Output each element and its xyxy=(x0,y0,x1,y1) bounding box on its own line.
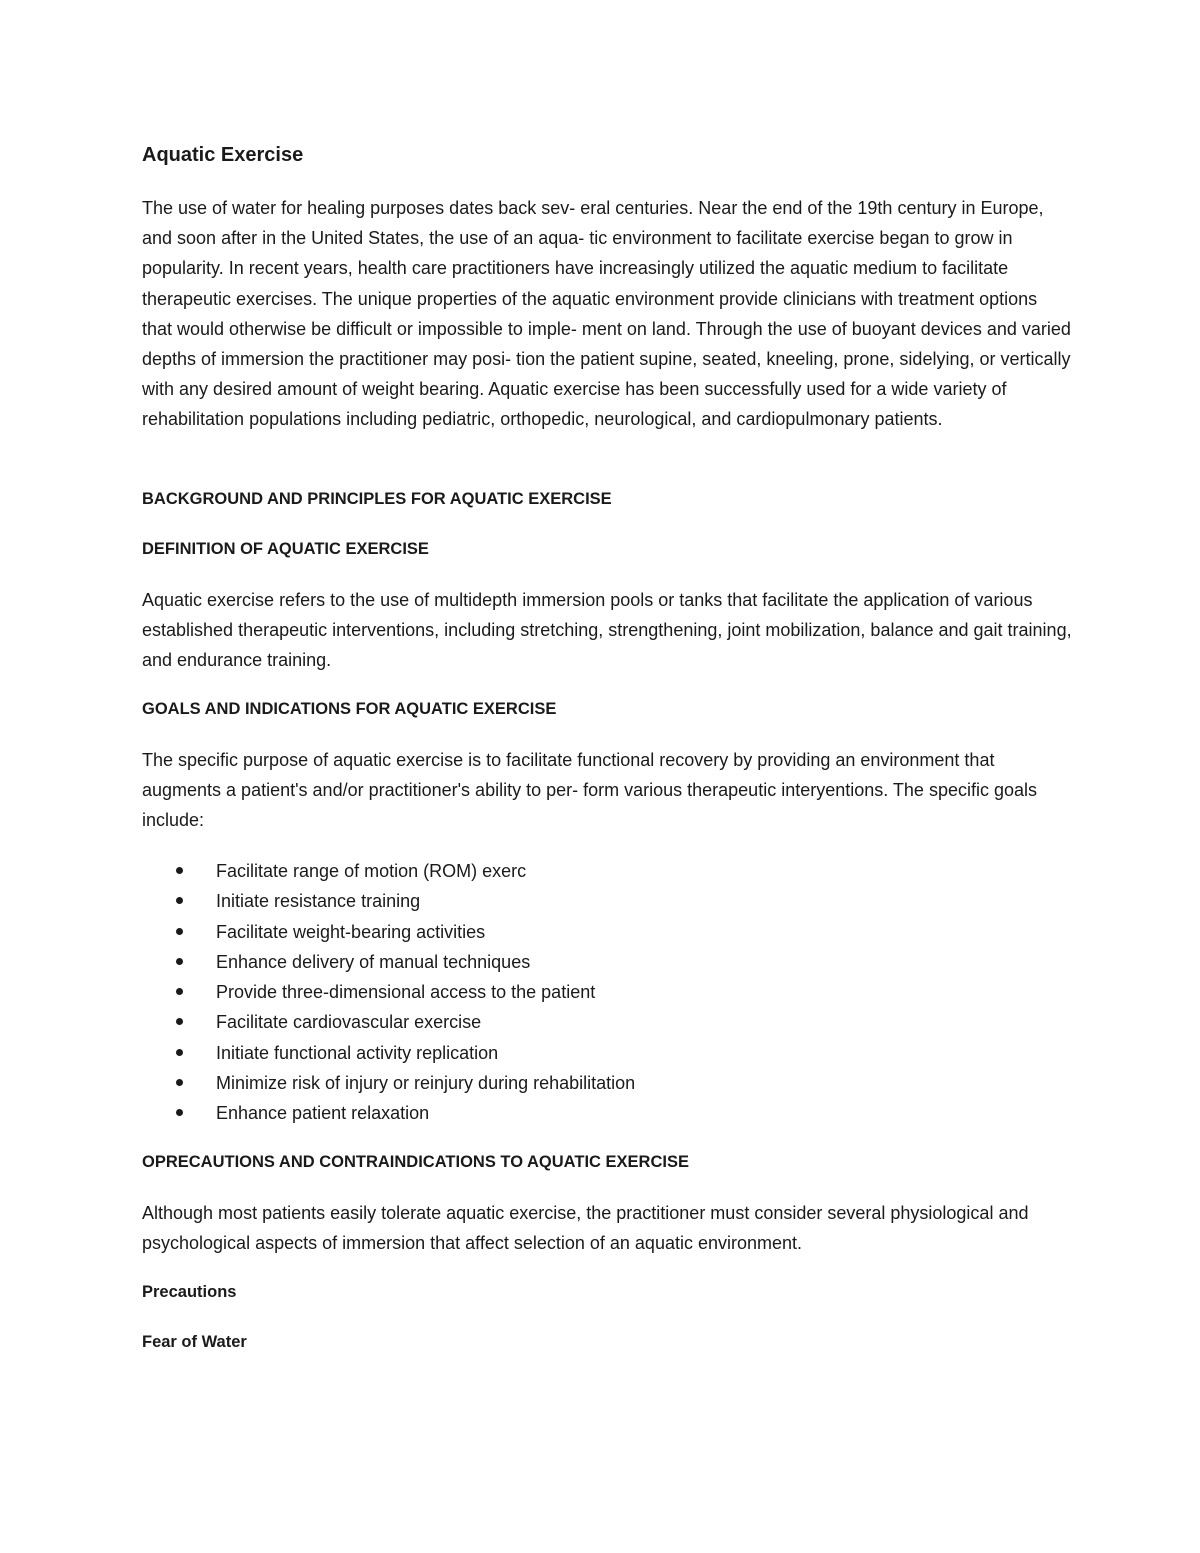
list-item-text: Initiate resistance training xyxy=(216,891,421,912)
list-item-text: Initiate functional activity replication xyxy=(216,1042,499,1063)
bullet-icon xyxy=(176,897,183,904)
subheading-precautions: Precautions xyxy=(142,1283,237,1301)
bullet-icon xyxy=(176,1018,183,1025)
goals-paragraph: The specific purpose of aquatic exercise is to facilitate functional recovery by providing an environment that augments a patient's and/or practitioner's ability to per- form various therapeutic interyentions. The specific goals include: xyxy=(142,750,1037,831)
list-item-text: Provide three-dimensional access to the patient xyxy=(216,982,596,1003)
intro-paragraph: The use of water for healing purposes dates back sev- eral centuries. Near the end of the 19th century in Europe, and soon after in the United States, the use of an aqua- tic environment to facilitate exercise began to grow in popularity. In recent years, health care practitioners have increasingly utilized the aquatic medium to facilitate therapeutic exercises. The unique properties of the aquatic environment provide clinicians with treatment options that would otherwise be difficult or impossible to imple- ment on land. Through the use of buoyant devices and varied depths of immersion the practitioner may posi- tion the patient supine, seated, kneeling, prone, sidelying, or vertically with any desired amount of weight bearing. Aquatic exercise has been successfully used for a wide variety of rehabilitation populations including pediatric, orthopedic, neurological, and cardiopulmonary patients. xyxy=(142,198,1071,430)
list-item-text: Enhance delivery of manual techniques xyxy=(216,951,531,972)
list-item-text: Facilitate cardiovascular exercise xyxy=(216,1012,482,1033)
precautions-paragraph: Although most patients easily tolerate aquatic exercise, the practitioner must consider several physiological and psychological aspects of immersion that affect selection of an aquatic environment. xyxy=(142,1203,1029,1254)
heading-precautions: OPRECAUTIONS AND CONTRAINDICATIONS TO AQUATIC EXERCISE xyxy=(142,1153,689,1171)
bullet-icon xyxy=(176,1049,183,1056)
list-item-text: Enhance patient relaxation xyxy=(216,1103,430,1124)
document-title: Aquatic Exercise xyxy=(142,144,304,166)
bullet-icon xyxy=(176,1109,183,1116)
bullet-icon xyxy=(176,1079,183,1086)
bullet-icon xyxy=(176,958,183,965)
list-item-text: Facilitate range of motion (ROM) exerc xyxy=(216,861,527,881)
bullet-icon xyxy=(176,928,183,935)
list-item-text: Minimize risk of injury or reinjury during rehabilitation xyxy=(216,1073,636,1094)
heading-goals: GOALS AND INDICATIONS FOR AQUATIC EXERCISE xyxy=(142,700,557,718)
subheading-fear-of-water: Fear of Water xyxy=(142,1333,247,1351)
heading-background: BACKGROUND AND PRINCIPLES FOR AQUATIC EXERCISE xyxy=(142,490,612,508)
list-item-text: Facilitate weight-bearing activities xyxy=(216,921,486,942)
bullet-icon xyxy=(176,988,183,995)
definition-paragraph: Aquatic exercise refers to the use of multidepth immersion pools or tanks that facilitate the application of various established therapeutic interventions, including stretching, strengthening, joint mobilization, balance and gait training, and endurance training. xyxy=(142,590,1072,671)
bullet-icon xyxy=(176,867,183,874)
heading-definition: DEFINITION OF AQUATIC EXERCISE xyxy=(142,540,429,558)
